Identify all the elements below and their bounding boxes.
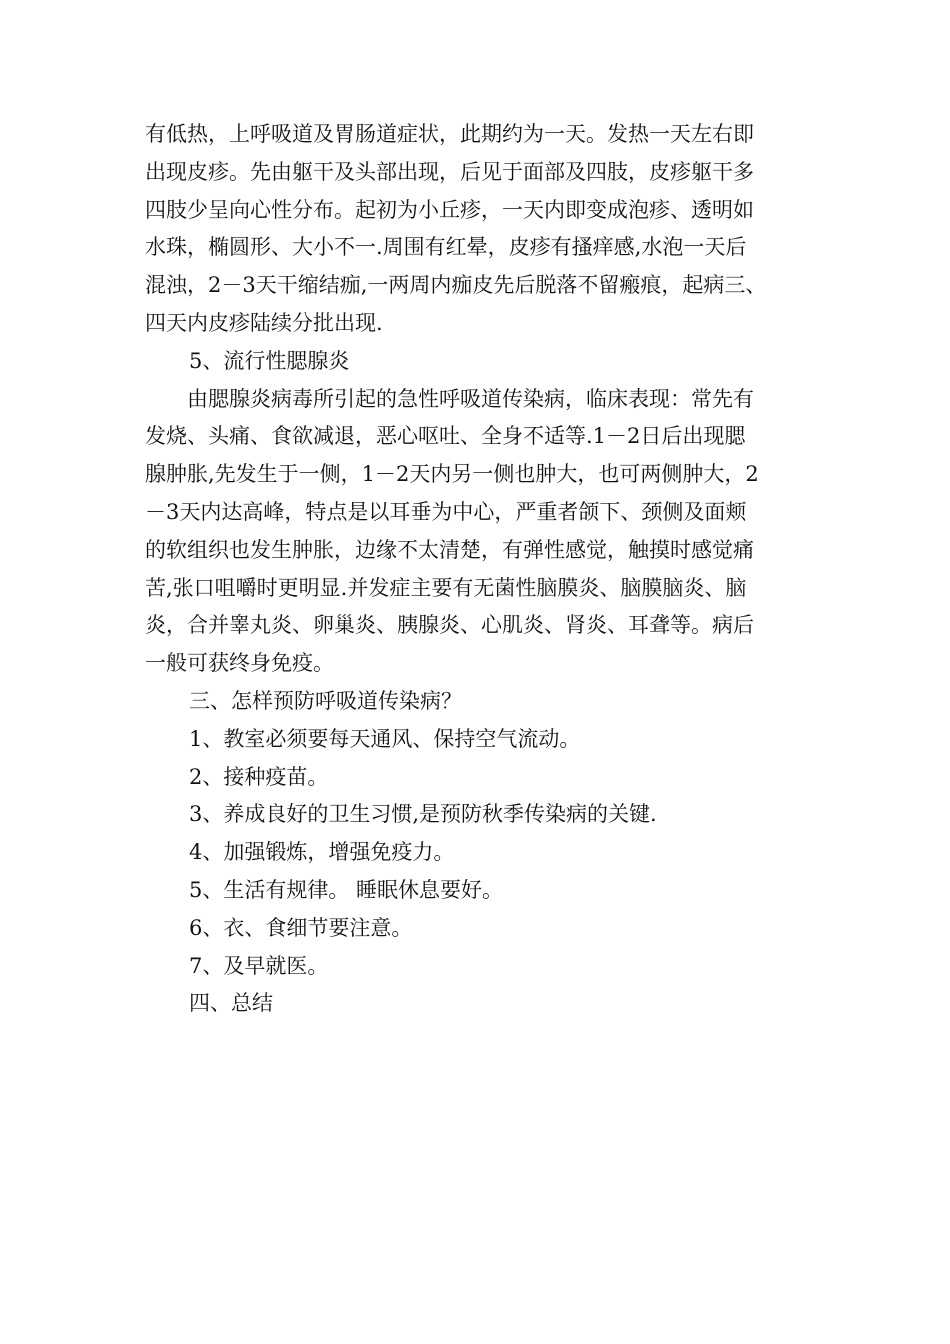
paragraph-line: 由腮腺炎病毒所引起的急性呼吸道传染病，临床表现：常先有 (187, 386, 754, 411)
section-heading: 四、总结 (189, 991, 273, 1016)
paragraph-line: 四肢少呈向心性分布。起初为小丘疹，一天内即变成泡疹、透明如 (145, 197, 754, 222)
paragraph-line: 发烧、头痛、食欲减退，恶心呕吐、全身不适等.1－2日后出现腮 (145, 424, 746, 449)
list-item: 5、生活有规律。 睡眠休息要好。 (189, 877, 504, 902)
list-item: 2、接种疫苗。 (189, 764, 329, 789)
section-heading: 三、怎样预防呼吸道传染病？ (189, 688, 462, 713)
paragraph-line: 出现皮疹。先由躯干及头部出现，后见于面部及四肢，皮疹躯干多 (145, 159, 754, 184)
list-item: 7、及早就医。 (189, 953, 329, 978)
document-body (145, 116, 825, 1023)
paragraph-line: 炎，合并睾丸炎、卵巢炎、胰腺炎、心肌炎、肾炎、耳聋等。病后 (145, 613, 754, 638)
paragraph-line: 的软组织也发生肿胀，边缘不太清楚，有弹性感觉，触摸时感觉痛 (145, 537, 754, 562)
paragraph-line: 有低热，上呼吸道及胃肠道症状，此期约为一天。发热一天左右即 (145, 122, 754, 146)
paragraph-line: 腺肿胀,先发生于一侧，1－2天内另一侧也肿大，也可两侧肿大，2 (145, 462, 759, 487)
paragraph-line: 四天内皮疹陆续分批出现. (145, 310, 383, 335)
list-item: 6、衣、食细节要注意。 (189, 915, 413, 940)
paragraph-line: 苦,张口咀嚼时更明显.并发症主要有无菌性脑膜炎、脑膜脑炎、脑 (145, 575, 747, 600)
paragraph-line: －3天内达高峰，特点是以耳垂为中心，严重者颌下、颈侧及面颊 (145, 499, 747, 524)
section-heading: 5、流行性腮腺炎 (189, 348, 350, 373)
list-item: 1、教室必须要每天通风、保持空气流动。 (189, 726, 581, 751)
paragraph-line: 水珠，椭圆形、大小不一.周围有红晕，皮疹有搔痒感,水泡一天后 (145, 235, 747, 260)
paragraph-line: 一般可获终身免疫。 (145, 651, 334, 676)
paragraph-line: 混浊，2－3天干缩结痂,一两周内痂皮先后脱落不留瘢痕，起病三、 (145, 273, 767, 298)
list-item: 4、加强锻炼，增强免疫力。 (189, 840, 455, 865)
list-item: 3、养成良好的卫生习惯,是预防秋季传染病的关键. (189, 802, 657, 827)
